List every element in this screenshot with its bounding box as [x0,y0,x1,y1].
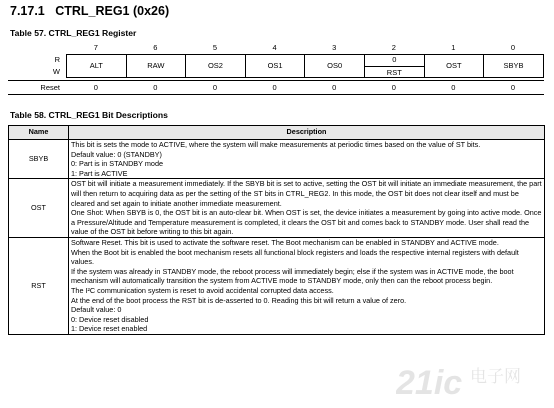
register-map [8,42,544,102]
desc-table-caption: Table 58. CTRL_REG1 Bit Descriptions [10,110,168,120]
register-field-alt: ALT [66,54,127,78]
register-field-os0: OS0 [304,54,365,78]
description-line: Default value: 0 [71,305,122,315]
description-line: At the end of the boot process the RST bit is de-asserted to 0. Reading this bit will return a value of zero. [71,295,407,305]
bit-description [69,237,545,334]
reset-value: 0 [212,83,218,92]
bit-number: 0 [510,43,516,52]
row-label-write: W [52,67,60,76]
reset-row-bottom-rule [8,94,544,95]
rst-field-label: RST [386,67,402,77]
desc-row-sbyb [9,140,545,179]
section-title [10,4,169,18]
description-line: 1: Device reset enabled [71,324,148,334]
reset-value: 0 [153,83,158,92]
reset-value: 0 [451,83,456,92]
bit-number: 7 [93,43,98,52]
desc-header-row [9,126,545,140]
register-field-os1: OS1 [245,54,306,78]
register-field-os2: OS2 [185,54,246,78]
description-line: One Shot: When SBYB is 0, the OST bit is an auto-clear bit. When OST is set, the device initiates a measurement by going into active mode. Once a Pressure/Altitude and Temperature measurement is completed, it clears the OST bit and comes back to STANDBY mode. User shall read the value of the OST bit before writing to this bit again. [71,208,542,237]
svg-text:21ic: 21ic [396,364,463,402]
bit-description-table [8,125,545,335]
bit-name: RST [9,237,69,334]
reset-row-rule [8,80,544,81]
bit-number: 2 [391,43,396,52]
register-field-raw: RAW [126,54,187,78]
header-description: Description [69,126,545,140]
bit-description [69,179,545,238]
description-line: 1: Part is ACTIVE [71,168,128,178]
description-line: OST bit will initiate a measurement immediately. If the SBYB bit is set to active, setting the OST bit will initiate an immediate measurement, the part will then return to acquiring data as per the setting of the ST bits in CTRL_REG2. In this mode, the OST bit does not clear itself and must be cleared and set again to initiate another immediate measurement. [71,179,542,208]
bit-number: 5 [212,43,218,52]
section-number: 7.17.1 [10,4,45,18]
reset-value: 0 [510,83,516,92]
bit-number: 6 [153,43,158,52]
description-line: 0: Part is in STANDBY mode [71,159,164,169]
bit-number: 1 [451,43,456,52]
description-line: If the system was already in STANDBY mode, the reboot process will immediately begin; else if the system was in ACTIVE mode, the boot mechanism will automatically transition the system from ACTIVE mode to STANDBY mode, only then can the reboot process begin. [71,266,514,286]
register-field-sbyb: SBYB [483,54,544,78]
bit-number: 4 [272,43,277,52]
row-label-reset: Reset [40,83,60,92]
bit-name: SBYB [9,140,69,179]
row-label-read: R [54,55,60,64]
bit-name: OST [9,179,69,238]
site-watermark-logo [396,360,544,402]
register-field-ost: OST [424,54,485,78]
description-line: Software Reset. This bit is used to activate the software reset. The Boot mechanism can be enabled in STANDBY and ACTIVE mode. [71,237,499,247]
rst-divider [365,66,424,67]
description-line: The I²C communication system is reset to avoid accidental corrupted data access. [71,285,334,295]
description-line: 0: Device reset disabled [71,314,149,324]
reset-value: 0 [272,83,277,92]
desc-row-rst [9,237,545,334]
reset-value: 0 [332,83,337,92]
description-line: Default value: 0 (STANDBY) [71,149,162,159]
svg-text:电子网: 电子网 [470,367,521,387]
rst-read-value: 0 [392,55,397,64]
register-field-rst [364,54,425,78]
description-line: This bit is sets the mode to ACTIVE, where the system will make measurements at periodic times based on the value of ST bits. [71,140,481,149]
desc-row-ost [9,179,545,238]
bit-description [69,140,545,179]
section-heading: CTRL_REG1 (0x26) [55,4,170,18]
header-name: Name [9,126,69,140]
description-line: When the Boot bit is enabled the boot mechanism resets all functional block registers and loads the respective internal registers with default values. [71,247,519,267]
reset-value: 0 [391,83,396,92]
bit-number: 3 [332,43,337,52]
register-table-caption: Table 57. CTRL_REG1 Register [10,28,137,38]
reset-value: 0 [93,83,98,92]
